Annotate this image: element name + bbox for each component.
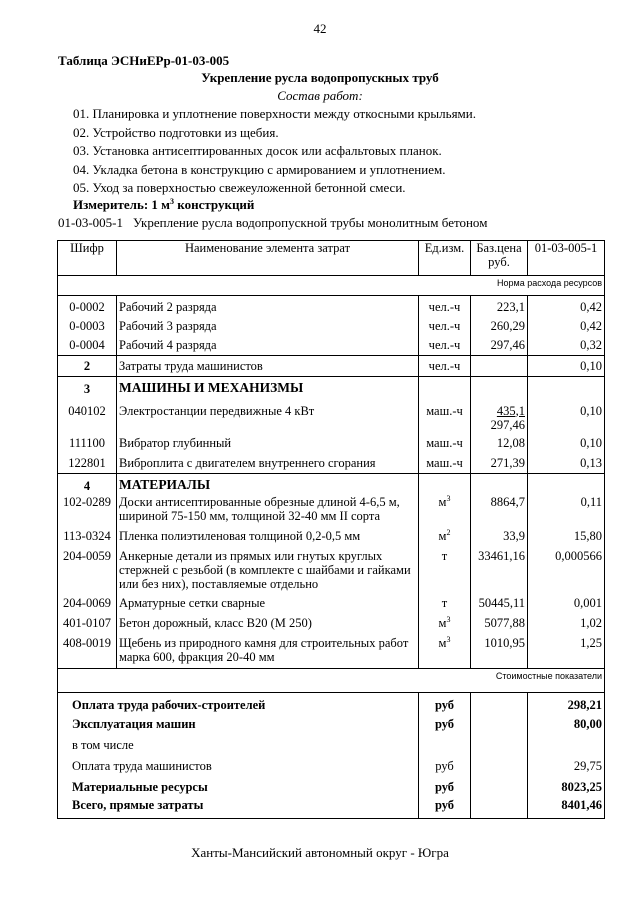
row-code: 204-0059 xyxy=(58,543,117,591)
row-name: Бетон дорожный, класс В20 (М 250) xyxy=(117,610,419,630)
work-item: 04. Укладка бетона в конструкцию с армированием и уплотнением. xyxy=(73,161,446,177)
row-code: 408-0019 xyxy=(58,630,117,669)
row-value: 0,10 xyxy=(528,356,605,377)
table-row xyxy=(58,401,605,432)
row-price: 1010,95 xyxy=(471,630,528,669)
table-row xyxy=(58,523,605,543)
summary-unit: руб xyxy=(419,693,471,714)
row-unit: маш.-ч xyxy=(419,450,471,474)
unit-text: м xyxy=(438,495,447,509)
table-title: Таблица ЭСНиЕРр-01-03-005 xyxy=(58,53,230,68)
summary-label: в том числе xyxy=(58,735,419,756)
summary-label: Материальные ресурсы xyxy=(58,777,419,798)
row-code: 0-0004 xyxy=(58,333,117,356)
section-norm-row xyxy=(58,276,605,296)
summary-unit: руб xyxy=(419,798,471,819)
summary-unit: руб xyxy=(419,714,471,735)
row-value: 1,25 xyxy=(528,630,605,669)
summary-label: Оплата труда рабочих-строителей xyxy=(58,693,419,714)
unit-text: м xyxy=(438,529,447,543)
row-name: Рабочий 4 разряда xyxy=(117,333,419,356)
row-unit xyxy=(419,591,471,610)
row-code: 111100 xyxy=(58,432,117,450)
row-unit xyxy=(419,495,471,523)
row-unit: маш.-ч xyxy=(419,432,471,450)
row-code: 122801 xyxy=(58,450,117,474)
section-norm-label: Норма расхода ресурсов xyxy=(58,276,605,296)
row-name: Электростанции передвижные 4 кВт xyxy=(117,401,419,432)
row-value: 0,13 xyxy=(528,450,605,474)
row-unit: чел.-ч xyxy=(419,314,471,333)
row-name: Вибратор глубинный xyxy=(117,432,419,450)
row-code: 2 xyxy=(58,356,117,377)
row-code: 0-0002 xyxy=(58,296,117,315)
table-row xyxy=(58,543,605,591)
row-value: 0,42 xyxy=(528,296,605,315)
row-name: Виброплита с двигателем внутреннего сгорания xyxy=(117,450,419,474)
row-price: 8864,7 xyxy=(471,495,528,523)
row-code: 113-0324 xyxy=(58,523,117,543)
summary-value: 8401,46 xyxy=(528,798,605,819)
row-price: 33461,16 xyxy=(471,543,528,591)
summary-value: 29,75 xyxy=(528,756,605,777)
row-code: 204-0069 xyxy=(58,591,117,610)
section-cost-row xyxy=(58,669,605,693)
summary-row xyxy=(58,756,605,777)
row-price: 50445,11 xyxy=(471,591,528,610)
row-value: 0,10 xyxy=(528,401,605,432)
unit-text: м xyxy=(438,636,447,650)
work-item: 03. Установка антисептированных досок или асфальтовых планок. xyxy=(73,143,442,158)
summary-row xyxy=(58,777,605,798)
work-item: 01. Планировка и уплотнение поверхности между откосными крыльями. xyxy=(73,106,476,121)
row-code: 401-0107 xyxy=(58,610,117,630)
unit-sup: 3 xyxy=(446,615,451,624)
table-row xyxy=(58,630,605,669)
row-code: 040102 xyxy=(58,401,117,432)
row-unit xyxy=(419,610,471,630)
col-norm-header: 01-03-005-1 xyxy=(528,241,605,276)
table-header-row xyxy=(58,241,605,276)
summary-label: Эксплуатация машин xyxy=(58,714,419,735)
work-item: 05. Уход за поверхностью свежеуложенной бетонной смеси. xyxy=(73,180,406,195)
section-cost-label: Стоимостные показатели xyxy=(58,669,605,693)
norm-code: 01-03-005-1 xyxy=(58,215,123,230)
summary-unit: руб xyxy=(419,777,471,798)
row-code: 0-0003 xyxy=(58,314,117,333)
col-name-header: Наименование элемента затрат xyxy=(117,241,419,276)
measure-sup: 3 xyxy=(170,197,175,206)
table-row xyxy=(58,314,605,333)
row-name: Рабочий 3 разряда xyxy=(117,314,419,333)
norm-description: Укрепление русла водопропускной трубы монолитным бетоном xyxy=(133,215,488,230)
row-price: 12,08 xyxy=(471,432,528,450)
row-price xyxy=(471,356,528,377)
measure-unit xyxy=(73,197,254,213)
row-value: 0,32 xyxy=(528,333,605,356)
measure-label: Измеритель: 1 м xyxy=(73,197,171,212)
row-unit xyxy=(419,543,471,591)
unit-text: т xyxy=(441,549,448,563)
row-code: 102-0289 xyxy=(58,495,117,523)
summary-value: 298,21 xyxy=(528,693,605,714)
section-header-row xyxy=(58,473,605,495)
summary-value: 80,00 xyxy=(528,714,605,735)
row-price: 223,1 xyxy=(471,296,528,315)
summary-label: Всего, прямые затраты xyxy=(58,798,419,819)
summary-value xyxy=(528,735,605,756)
unit-text: т xyxy=(441,596,448,610)
row-unit xyxy=(419,630,471,669)
row-unit: чел.-ч xyxy=(419,296,471,315)
unit-sup: 3 xyxy=(446,494,451,503)
work-item: 02. Устройство подготовки из щебия. xyxy=(73,124,279,140)
row-price: 271,39 xyxy=(471,450,528,474)
composition-heading: Состав работ: xyxy=(277,88,363,103)
summary-row xyxy=(58,693,605,714)
row-unit xyxy=(419,523,471,543)
row-price: 33,9 xyxy=(471,523,528,543)
table-row xyxy=(58,450,605,474)
works-list xyxy=(73,105,476,198)
row-unit: чел.-ч xyxy=(419,356,471,377)
col-code-header: Шифр xyxy=(58,241,117,276)
col-unit-header: Ед.изм. xyxy=(419,241,471,276)
summary-row xyxy=(58,714,605,735)
row-value: 0,10 xyxy=(528,432,605,450)
summary-row xyxy=(58,798,605,819)
cost-table xyxy=(57,240,605,819)
table-row xyxy=(58,432,605,450)
page-footer: Ханты-Мансийский автономный округ - Югра xyxy=(191,845,449,860)
unit-sup: 3 xyxy=(446,635,451,644)
col-price-header: Баз.цена руб. xyxy=(471,241,528,276)
summary-value: 8023,25 xyxy=(528,777,605,798)
row-value: 0,000566 xyxy=(528,543,605,591)
section-number: 3 xyxy=(58,377,117,401)
row-price-secondary: 297,46 xyxy=(490,417,525,432)
table-row xyxy=(58,333,605,356)
row-value: 1,02 xyxy=(528,610,605,630)
row-price: 297,46 xyxy=(471,333,528,356)
table-row xyxy=(58,610,605,630)
row-value: 0,001 xyxy=(528,591,605,610)
table-row xyxy=(58,495,605,523)
section-title: МАШИНЫ И МЕХАНИЗМЫ xyxy=(117,377,419,401)
row-name: Анкерные детали из прямых или гнутых круглых стержней с резьбой (в комплекте с шайбами и гайками или без них), поставляемые отдельно xyxy=(117,543,419,591)
table-subtitle: Укрепление русла водопропускных труб xyxy=(201,70,439,85)
row-price: 260,29 xyxy=(471,314,528,333)
section-number: 4 xyxy=(58,473,117,495)
section-title: МАТЕРИАЛЫ xyxy=(117,473,419,495)
unit-sup: 2 xyxy=(446,528,451,537)
table-row xyxy=(58,356,605,377)
summary-unit xyxy=(419,735,471,756)
page-number: 42 xyxy=(313,21,327,36)
row-price: 5077,88 xyxy=(471,610,528,630)
norm-code-line xyxy=(58,215,487,231)
unit-text: м xyxy=(438,616,447,630)
row-unit: маш.-ч xyxy=(419,401,471,432)
row-value: 0,11 xyxy=(528,495,605,523)
row-name: Рабочий 2 разряда xyxy=(117,296,419,315)
row-name: Доски антисептированные обрезные длиной 4-6,5 м, шириной 75-150 мм, толщиной 32-40 мм II сорта xyxy=(117,495,419,523)
row-value: 15,80 xyxy=(528,523,605,543)
row-unit: чел.-ч xyxy=(419,333,471,356)
summary-label: Оплата труда машинистов xyxy=(58,756,419,777)
row-name: Щебень из природного камня для строительных работ марка 600, фракция 20-40 мм xyxy=(117,630,419,669)
summary-unit: руб xyxy=(419,756,471,777)
measure-rest: конструкций xyxy=(174,197,255,212)
row-price-primary: 435,1 xyxy=(496,403,525,418)
row-name: Затраты труда машинистов xyxy=(117,356,419,377)
section-header-row xyxy=(58,377,605,401)
row-name: Пленка полиэтиленовая толщиной 0,2-0,5 мм xyxy=(117,523,419,543)
table-row xyxy=(58,296,605,315)
summary-row xyxy=(58,735,605,756)
table-row xyxy=(58,591,605,610)
row-name: Арматурные сетки сварные xyxy=(117,591,419,610)
row-value: 0,42 xyxy=(528,314,605,333)
row-price xyxy=(471,401,528,432)
